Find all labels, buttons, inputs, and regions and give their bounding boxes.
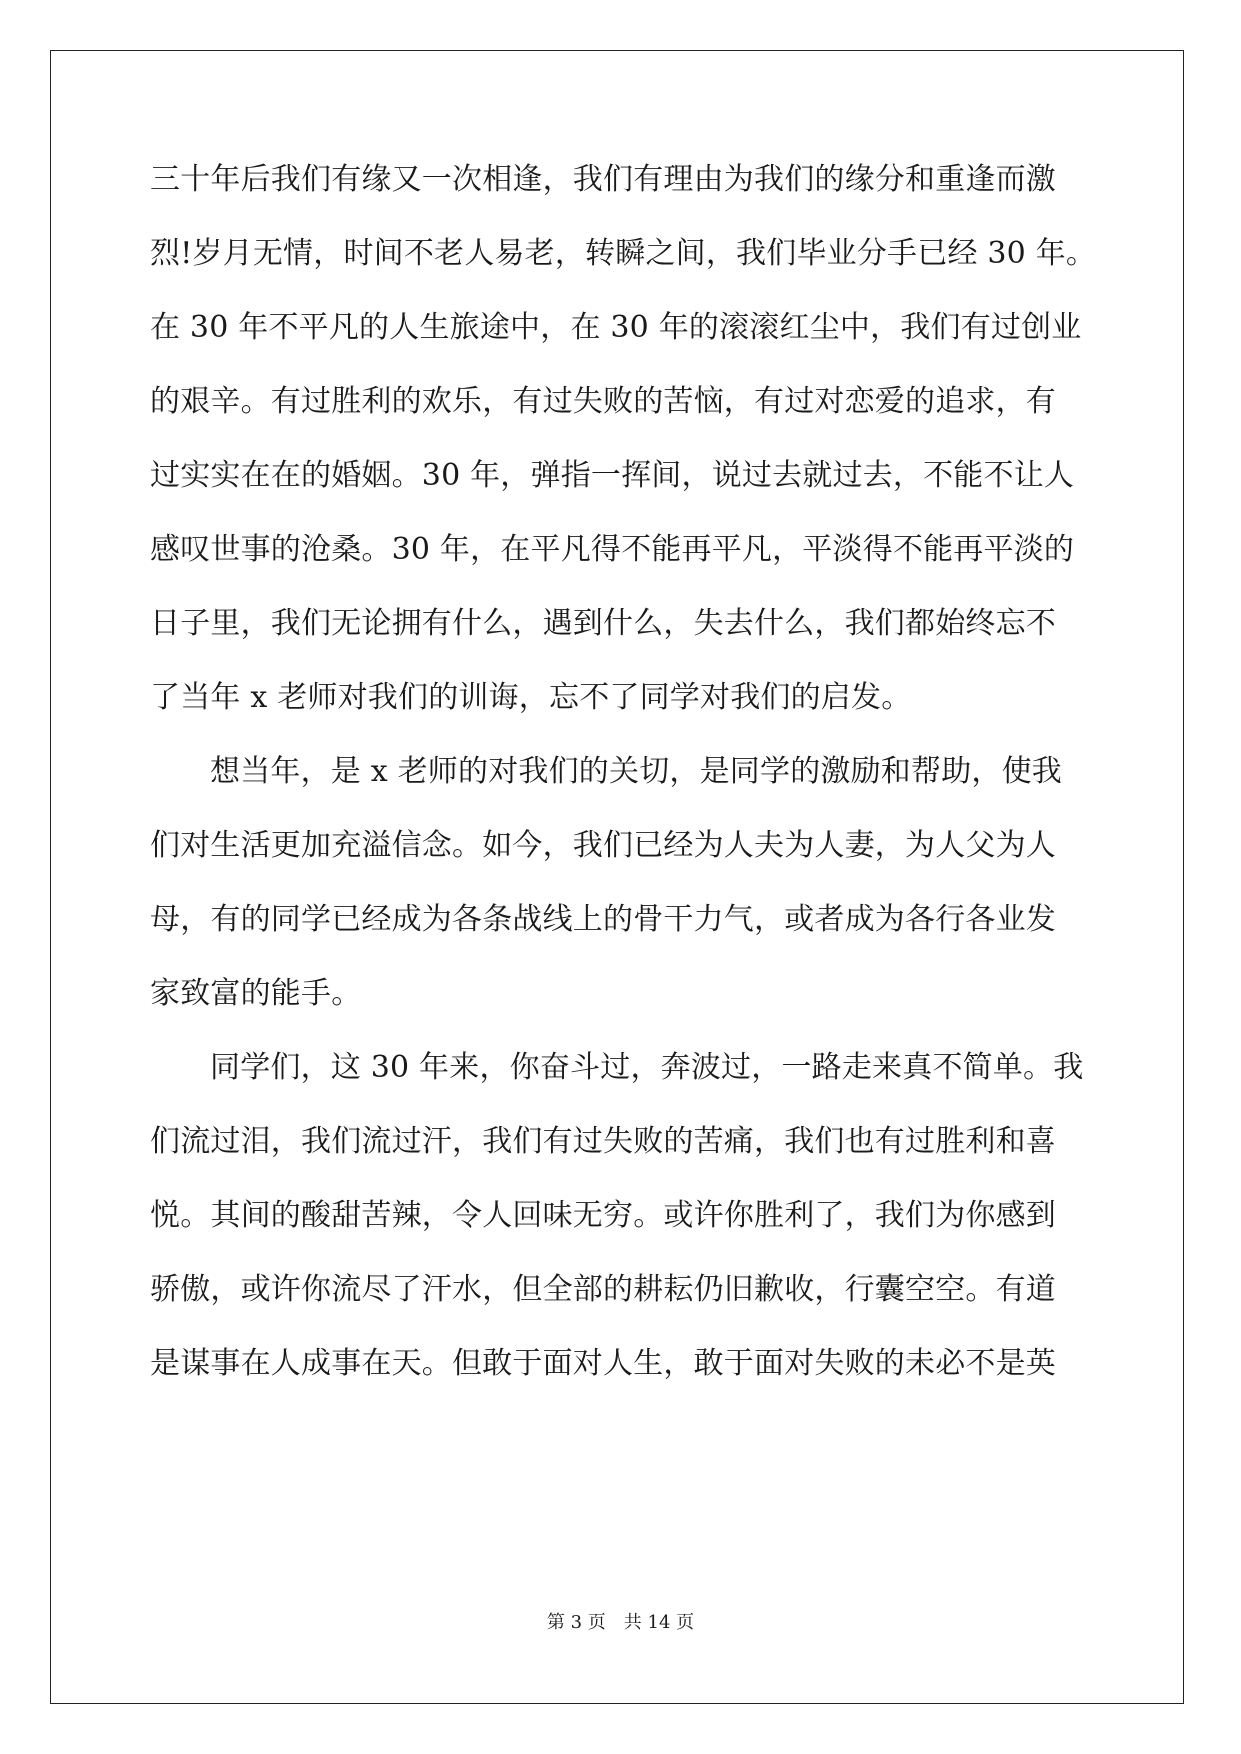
text-line: 烈!岁月无情，时间不老人易老，转瞬之间，我们毕业分手已经 30 年。 <box>150 236 1097 271</box>
text-line: 是谋事在人成事在天。但敢于面对人生，敢于面对失败的未必不是英 <box>150 1346 1056 1381</box>
text-line: 的艰辛。有过胜利的欢乐，有过失败的苦恼，有过对恋爱的追求，有 <box>150 384 1056 419</box>
text-line: 母，有的同学已经成为各条战线上的骨干力气，或者成为各行各业发 <box>150 902 1056 937</box>
page-number-footer: 第 3 页 共 14 页 <box>546 1612 695 1633</box>
text-line: 们流过泪，我们流过汗，我们有过失败的苦痛，我们也有过胜利和喜 <box>150 1124 1056 1159</box>
text-line: 同学们，这 30 年来，你奋斗过，奔波过，一路走来真不简单。我 <box>210 1050 1084 1085</box>
page-border <box>50 50 1184 1704</box>
text-line: 三十年后我们有缘又一次相逢，我们有理由为我们的缘分和重逢而激 <box>150 162 1056 197</box>
text-line: 想当年，是 x 老师的对我们的关切，是同学的激励和帮助，使我 <box>210 754 1062 789</box>
text-line: 感叹世事的沧桑。30 年，在平凡得不能再平凡，平淡得不能再平淡的 <box>150 532 1075 567</box>
text-line: 在 30 年不平凡的人生旅途中，在 30 年的滚滚红尘中，我们有过创业 <box>150 310 1082 345</box>
text-line: 了当年 x 老师对我们的训诲，忘不了同学对我们的启发。 <box>150 680 912 715</box>
text-line: 过实实在在的婚姻。30 年，弹指一挥间，说过去就过去，不能不让人 <box>150 458 1075 493</box>
text-line: 家致富的能手。 <box>150 976 362 1011</box>
text-line: 日子里，我们无论拥有什么，遇到什么，失去什么，我们都始终忘不 <box>150 606 1056 641</box>
text-line: 们对生活更加充溢信念。如今，我们已经为人夫为人妻，为人父为人 <box>150 828 1056 863</box>
text-line: 骄傲，或许你流尽了汗水，但全部的耕耘仍旧歉收，行囊空空。有道 <box>150 1272 1056 1307</box>
text-line: 悦。其间的酸甜苦辣，令人回味无穷。或许你胜利了，我们为你感到 <box>150 1198 1056 1233</box>
